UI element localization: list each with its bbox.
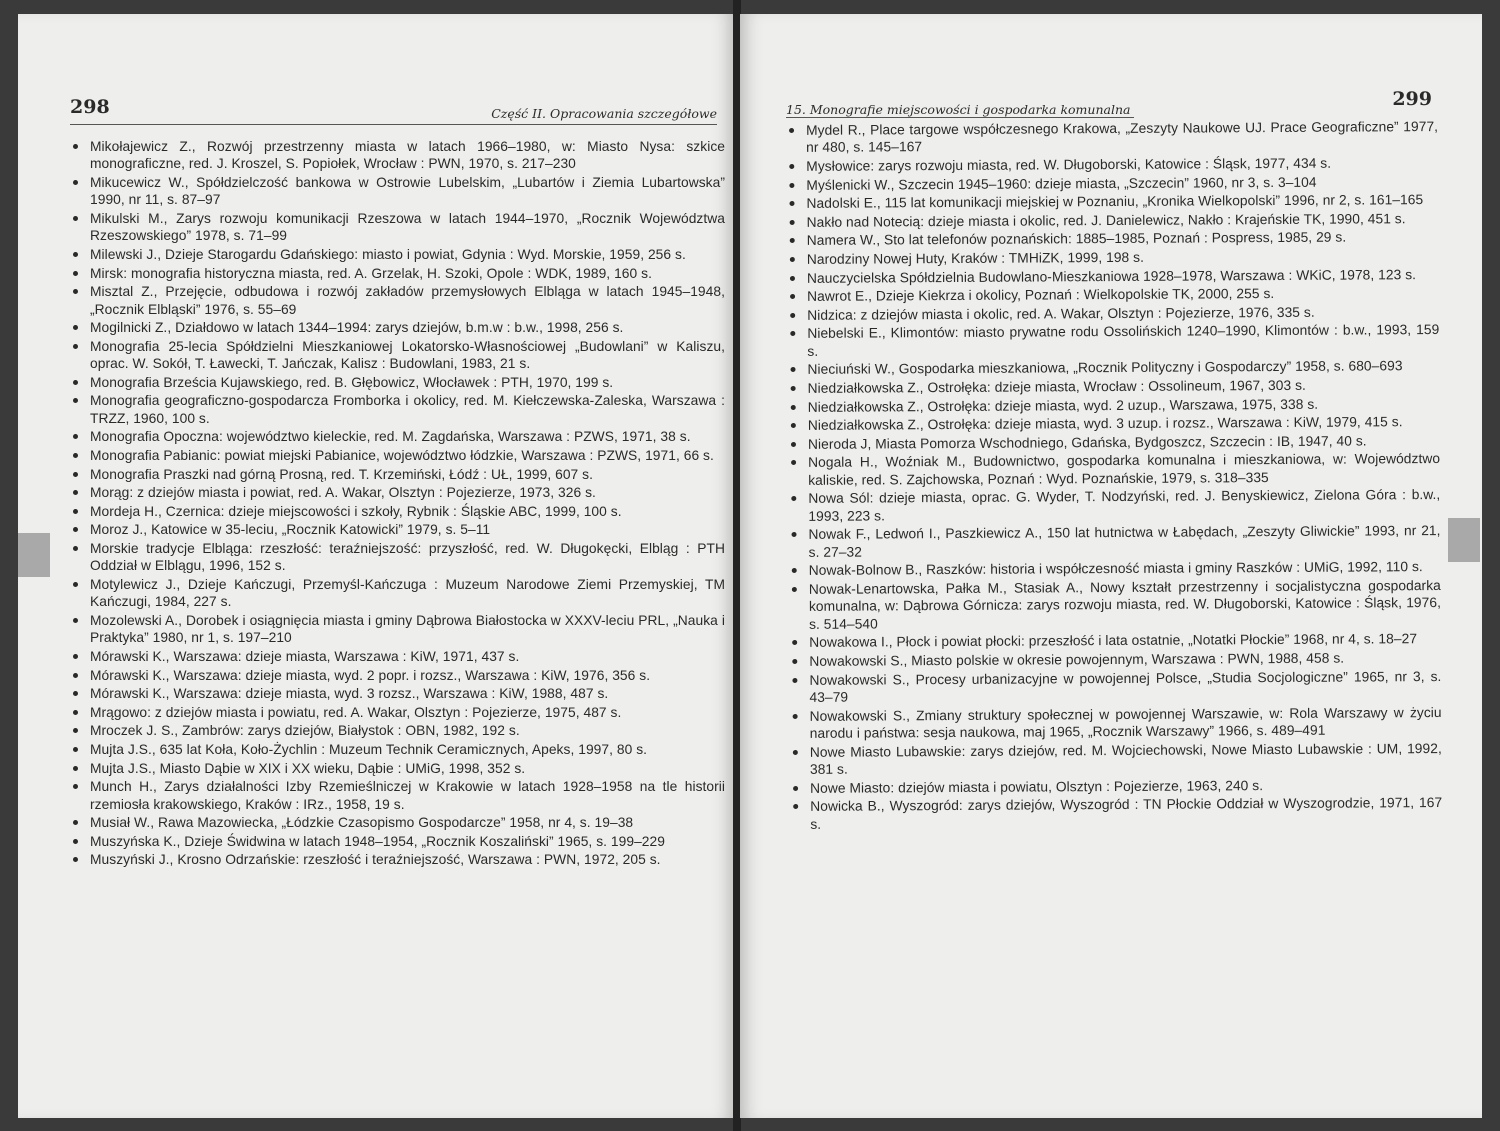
entry-text: Nauczycielska Spółdzielnia Budowlano-Mieszkaniowa 1928–1978, Warszawa : WKiC, 1978, 123 s. bbox=[806, 266, 1417, 286]
entry-text: Munch H., Zarys działalności Izby Rzemieślniczej w Krakowie w latach 1928–1958 na tle historii rzemiosła krakowskiego, Kraków : IRz., 1958, 19 s. bbox=[90, 779, 725, 812]
entry-text: Mórawski K., Warszawa: dzieje miasta, wyd. 3 rozsz., Warszawa : KiW, 1988, 487 s. bbox=[90, 686, 609, 702]
thumb-index-marker bbox=[18, 533, 50, 577]
bibliography-entry bbox=[790, 794, 1442, 833]
entry-text: Nowa Sól: dzieje miasta, oprac. G. Wyder, T. Nodzyński, red. J. Benyskiewicz, Zielona Góra : b.w., 1993, 223 s. bbox=[808, 487, 1441, 524]
entry-text: Mirsk: monografia historyczna miasta, red. A. Grzelak, H. Szoki, Opole : WDK, 1989, 160 s. bbox=[90, 265, 652, 281]
page-number: 299 bbox=[1392, 88, 1432, 110]
bibliography-entry bbox=[790, 776, 1442, 797]
entry-text: Mikucewicz W., Spółdzielczość bankowa w Ostrowie Lubelskim, „Lubartów i Ziemia Lubartowska” 1990, nr 11, s. 87–97 bbox=[90, 175, 725, 208]
entry-text: Monografia Brześcia Kujawskiego, red. B. Głębowicz, Włocławek : PTH, 1970, 199 s. bbox=[90, 374, 614, 390]
bullet-icon bbox=[790, 257, 795, 262]
bullet-icon bbox=[73, 728, 78, 733]
entry-text: Niedziałkowska Z., Ostrołęka: dzieje miasta, Wrocław : Ossolineum, 1967, 303 s. bbox=[807, 377, 1306, 396]
bibliography-entry bbox=[70, 210, 725, 245]
entry-text: Mordeja H., Czernica: dzieje miejscowości i szkoły, Rybnik : Śląskie ABC, 1999, 100 s. bbox=[90, 503, 622, 519]
bullet-icon bbox=[73, 820, 78, 825]
bullet-icon bbox=[792, 677, 797, 682]
bibliography-entry bbox=[70, 704, 725, 721]
entry-text: Monografia geograficzno-gospodarcza Fromborka i okolicy, red. M. Kiełczewska-Zaleska, Warszawa : TRZZ, 1960, 100 s. bbox=[90, 393, 725, 426]
bibliography-entry bbox=[786, 173, 1438, 194]
bullet-icon bbox=[792, 640, 797, 645]
bullet-icon bbox=[791, 460, 796, 465]
bibliography-entry bbox=[788, 376, 1440, 397]
bibliography-entry bbox=[788, 413, 1440, 434]
entry-text: Nowakowski S., Procesy urbanizacyjne w powojennej Polsce, „Studia Socjologiczne” 1965, nr 3, s. 43–79 bbox=[809, 668, 1442, 705]
bibliography-entry bbox=[788, 450, 1440, 489]
bibliography-entry bbox=[70, 814, 725, 831]
entry-text: Mroczek J. S., Zambrów: zarys dziejów, Białystok : OBN, 1982, 192 s. bbox=[90, 723, 520, 739]
bullet-icon bbox=[790, 294, 795, 299]
bibliography-entry bbox=[787, 357, 1439, 378]
entry-text: Nidzica: z dziejów miasta i okolic, red. A. Wakar, Olsztyn : Pojezierze, 1976, 335 s. bbox=[807, 304, 1315, 323]
bibliography-entry bbox=[789, 668, 1441, 707]
bullet-icon bbox=[793, 804, 798, 809]
bullet-icon bbox=[791, 423, 796, 428]
bullet-icon bbox=[73, 398, 78, 403]
entry-text: Misztal Z., Przejęcie, odbudowa i rozwój zakładów przemysłowych Elbląga w latach 1945–1948, „Rocznik Elbląski” 1976, s. 55–69 bbox=[90, 284, 725, 317]
bullet-icon bbox=[792, 532, 797, 537]
bullet-icon bbox=[793, 749, 798, 754]
bullet-icon bbox=[73, 180, 78, 185]
entry-text: Namera W., Sto lat telefonów poznańskich: 1885–1985, Poznań : Pospress, 1985, 29 s. bbox=[806, 229, 1347, 249]
entry-text: Nowakowski S., Miasto polskie w okresie powojennym, Warszawa : PWN, 1988, 458 s. bbox=[809, 650, 1345, 669]
bibliography-entry bbox=[70, 851, 725, 868]
bibliography-entry bbox=[790, 740, 1442, 779]
bullet-icon bbox=[73, 380, 78, 385]
entry-text: Narodziny Nowej Huty, Kraków : TMHiZK, 1999, 198 s. bbox=[806, 249, 1145, 267]
bullet-icon bbox=[792, 587, 797, 592]
bibliography-entry bbox=[70, 319, 725, 336]
entry-text: Nowe Miasto: dziejów miasta i powiatu, Olsztyn : Pojezierze, 1963, 240 s. bbox=[810, 777, 1264, 796]
bibliography-list bbox=[70, 138, 725, 870]
bullet-icon bbox=[73, 325, 78, 330]
entry-text: Monografia Praszki nad górną Prosną, red. T. Krzemiński, Łódź : UŁ, 1999, 607 s. bbox=[90, 466, 593, 482]
bibliography-entry bbox=[790, 704, 1442, 743]
entry-text: Nieroda J, Miasta Pomorza Wschodniego, Gdańska, Bydgoszcz, Szczecin : IB, 1947, 40 s. bbox=[807, 433, 1367, 452]
bibliography-entry bbox=[70, 447, 725, 464]
bibliography-entry bbox=[70, 833, 725, 850]
entry-text: Mysłowice: zarys rozwoju miasta, red. W. Długoborski, Katowice : Śląsk, 1977, 434 s. bbox=[806, 155, 1332, 174]
entry-text: Nakło nad Notecią: dzieje miasta i okolic, red. J. Danielewicz, Nakło : Krajeńskie TK, 1990, 451 s. bbox=[806, 210, 1406, 230]
bibliography-entry bbox=[787, 303, 1439, 324]
bullet-icon bbox=[73, 252, 78, 257]
entry-text: Nowak F., Ledwoń I., Paszkiewicz A., 150 lat hutnictwa w Łabędach, „Zeszyty Gliwickie” 1993, nr 21, s. 27–32 bbox=[808, 523, 1441, 560]
bullet-icon bbox=[73, 582, 78, 587]
left-page bbox=[18, 14, 734, 1118]
bullet-icon bbox=[790, 313, 795, 318]
bibliography-entry bbox=[70, 428, 725, 445]
entry-text: Niedziałkowska Z., Ostrołęka: dzieje miasta, wyd. 2 uzup., Warszawa, 1975, 338 s. bbox=[807, 396, 1319, 415]
entry-text: Mujta J.S., 635 lat Koła, Koło-Żychlin : Muzeum Technik Ceramicznych, Apeks, 1997, 80 s. bbox=[90, 741, 648, 757]
thumb-index-marker bbox=[1448, 518, 1480, 562]
bullet-icon bbox=[789, 183, 794, 188]
bullet-icon bbox=[793, 785, 798, 790]
entry-text: Nogala H., Woźniak M., Budownictwo, gospodarka komunalna i mieszkaniowa, w: Województwo kaliskie, red. S. Zajchowska, Poznań : Wyd. Poznańskie, 1979, s. 318–335 bbox=[808, 451, 1441, 488]
running-head: Część II. Opracowania szczegółowe bbox=[491, 106, 717, 121]
bullet-icon bbox=[789, 128, 794, 133]
bullet-icon bbox=[73, 546, 78, 551]
bullet-icon bbox=[793, 713, 798, 718]
bibliography-entry bbox=[70, 503, 725, 520]
bullet-icon bbox=[790, 220, 795, 225]
bibliography-entry bbox=[70, 576, 725, 611]
bibliography-entry bbox=[786, 118, 1438, 157]
entry-text: Mórawski K., Warszawa: dzieje miasta, wyd. 2 popr. i rozsz., Warszawa : KiW, 1976, 356 s. bbox=[90, 667, 651, 683]
bibliography-entry bbox=[787, 210, 1439, 231]
entry-text: Niebelski E., Klimontów: miasto prywatne rodu Ossolińskich 1240–1990, Klimontów : b.w., 1993, 159 s. bbox=[807, 322, 1440, 359]
entry-text: Milewski J., Dzieje Starogardu Gdańskiego: miasto i powiat, Gdynia : Wyd. Morskie, 1959, 256 s. bbox=[90, 247, 686, 262]
page-number: 298 bbox=[70, 96, 110, 118]
bullet-icon bbox=[789, 201, 794, 206]
bullet-icon bbox=[73, 710, 78, 715]
bibliography-entry bbox=[789, 558, 1441, 579]
bibliography-entry bbox=[70, 374, 725, 391]
bullet-icon bbox=[73, 472, 78, 477]
entry-text: Nadolski E., 115 lat komunikacji miejskiej w Poznaniu, „Kronika Wielkopolski” 1996, nr 2, s. 161–165 bbox=[806, 192, 1424, 212]
bibliography-entry bbox=[70, 484, 725, 501]
entry-text: Nowicka B., Wyszogród: zarys dziejów, Wyszogród : TN Płockie Oddział w Wyszogrodzie, 1971, 167 s. bbox=[810, 795, 1443, 832]
bibliography-entry bbox=[70, 392, 725, 427]
left-page-header bbox=[70, 94, 717, 125]
bibliography-entry bbox=[70, 540, 725, 575]
bibliography-entry bbox=[70, 722, 725, 739]
bullet-icon bbox=[73, 509, 78, 514]
bibliography-entry bbox=[787, 284, 1439, 305]
entry-text: Monografia Pabianic: powiat miejski Pabianice, województwo łódzkie, Warszawa : PZWS, 1971, 66 s. bbox=[90, 447, 714, 463]
bullet-icon bbox=[73, 527, 78, 532]
entry-text: Mórawski K., Warszawa: dzieje miasta, Warszawa : KiW, 1971, 437 s. bbox=[90, 648, 520, 664]
entry-text: Muszyński J., Krosno Odrzańskie: rzeszłość i teraźniejszość, Warszawa : PWN, 1972, 205 s. bbox=[90, 852, 661, 868]
bullet-icon bbox=[73, 144, 78, 149]
entry-text: Monografia Opoczna: województwo kieleckie, red. M. Zagdańska, Warszawa : PZWS, 1971, 38 s. bbox=[90, 429, 691, 445]
bibliography-entry bbox=[70, 760, 725, 777]
bullet-icon bbox=[791, 386, 796, 391]
bullet-icon bbox=[73, 271, 78, 276]
bibliography-entry bbox=[70, 521, 725, 538]
bibliography-entry bbox=[789, 577, 1441, 633]
bullet-icon bbox=[73, 216, 78, 221]
bibliography-entry bbox=[787, 266, 1439, 287]
entry-text: Niedziałkowska Z., Ostrołęka: dzieje miasta, wyd. 3 uzup. i rozsz., Warszawa : KiW, 1979, 415 s. bbox=[807, 414, 1403, 433]
bibliography-entry bbox=[70, 612, 725, 647]
bullet-icon bbox=[73, 490, 78, 495]
bibliography-entry bbox=[70, 138, 725, 173]
entry-text: Nieciuński W., Gospodarka mieszkaniowa, „Rocznik Polityczny i Gospodarczy” 1958, s. 680–693 bbox=[807, 358, 1403, 378]
bibliography-entry bbox=[70, 466, 725, 483]
entry-text: Nowakowa I., Płock i powiat płocki: przeszłość i lata ostatnie, „Notatki Płockie” 1968, nr 4, s. 18–27 bbox=[809, 631, 1418, 651]
entry-text: Nowe Miasto Lubawskie: zarys dziejów, red. M. Wojciechowski, Nowe Miasto Lubawskie : UM, 1992, 381 s. bbox=[809, 740, 1442, 777]
bullet-icon bbox=[73, 434, 78, 439]
entry-text: Mujta J.S., Miasto Dąbie w XIX i XX wieku, Dąbie : UMiG, 1998, 352 s. bbox=[90, 760, 526, 776]
bullet-icon bbox=[73, 654, 78, 659]
entry-text: Morskie tradycje Elbląga: rzeszłość: teraźniejszość: przyszłość, red. W. Długokęcki, Elbląg : PTH Oddział w Elblągu, 1996, 152 s. bbox=[90, 540, 725, 574]
entry-text: Mydel R., Place targowe współczesnego Krakowa, „Zeszyty Naukowe UJ. Prace Geograficzne” 1977, nr 480, s. 145–167 bbox=[806, 119, 1439, 156]
running-head: 15. Monografie miejscowości i gospodarka komunalna bbox=[786, 102, 1134, 118]
bullet-icon bbox=[792, 568, 797, 573]
bullet-icon bbox=[791, 496, 796, 501]
entry-text: Muszyńska K., Dzieje Świdwina w latach 1948–1954, „Rocznik Koszaliński” 1965, s. 199–229 bbox=[90, 833, 665, 849]
bullet-icon bbox=[789, 164, 794, 169]
entry-text: Nawrot E., Dzieje Kiekrza i okolicy, Poznań : Wielkopolskie TK, 2000, 255 s. bbox=[807, 286, 1275, 305]
bibliography-entry bbox=[787, 321, 1439, 360]
bullet-icon bbox=[791, 404, 796, 409]
entry-text: Musiał W., Rawa Mazowiecka, „Łódzkie Czasopismo Gospodarcze” 1958, nr 4, s. 19–38 bbox=[90, 815, 634, 831]
right-page bbox=[740, 14, 1482, 1118]
bibliography-list bbox=[786, 118, 1442, 834]
bibliography-entry bbox=[70, 246, 725, 263]
entry-text: Nowakowski S., Zmiany struktury społecznej w powojennej Warszawie, w: Rola Warszawy w życiu narodu i państwa: sesja naukowa, maj 1965, „Rocznik Warszawy” 1966, s. 489–491 bbox=[809, 704, 1442, 741]
entry-text: Nowak-Lenartowska, Pałka M., Stasiak A., Nowy kształt przestrzenny i socjalistyczna gospodarka komunalna, w: Dąbrowa Górnicza: zarys rozwoju miasta, red. W. Długoborski, Katowice : Śląsk, 1976, s. 514–540 bbox=[808, 577, 1441, 632]
bullet-icon bbox=[792, 659, 797, 664]
entry-text: Mikołajewicz Z., Rozwój przestrzenny miasta w latach 1966–1980, w: Miasto Nysa: szkice monograficzne, red. J. Kroszel, S. Popiołek, Wrocław : PWN, 1970, s. 217–230 bbox=[90, 139, 725, 172]
bibliography-entry bbox=[788, 395, 1440, 416]
bullet-icon bbox=[73, 747, 78, 752]
bibliography-entry bbox=[70, 741, 725, 758]
entry-text: Mrągowo: z dziejów miasta i powiatu, red. A. Wakar, Olsztyn : Pojezierze, 1975, 487 s. bbox=[90, 704, 622, 720]
bibliography-entry bbox=[70, 648, 725, 665]
bibliography-entry bbox=[789, 630, 1441, 651]
bibliography-entry bbox=[787, 228, 1439, 249]
entry-text: Mogilnicki Z., Działdowo w latach 1344–1994: zarys dziejów, b.m.w : b.w., 1998, 256 s. bbox=[90, 320, 624, 336]
entry-text: Mikulski M., Zarys rozwoju komunikacji Rzeszowa w latach 1944–1970, „Rocznik Województwa Rzeszowskiego” 1978, s. 71–99 bbox=[90, 211, 725, 244]
bibliography-entry bbox=[70, 338, 725, 373]
bullet-icon bbox=[790, 276, 795, 281]
entry-text: Mozolewski A., Dorobek i osiągnięcia miasta i gminy Dąbrowa Białostocka w XXXV-leciu PRL, „Nauka i Praktyka” 1980, nr 1, s. 197–210 bbox=[90, 612, 725, 646]
bullet-icon bbox=[790, 331, 795, 336]
bibliography-entry bbox=[70, 265, 725, 282]
bullet-icon bbox=[790, 367, 795, 372]
bibliography-entry bbox=[70, 685, 725, 702]
entry-text: Nowak-Bolnow B., Raszków: historia i współczesność miasta i gminy Raszków : UMiG, 1992, 110 s. bbox=[808, 559, 1423, 579]
bullet-icon bbox=[73, 766, 78, 771]
entry-text: Myślenicki W., Szczecin 1945–1960: dzieje miasta, „Szczecin” 1960, nr 3, s. 3–104 bbox=[806, 174, 1317, 193]
entry-text: Morąg: z dziejów miasta i powiat, red. A. Wakar, Olsztyn : Pojezierze, 1973, 326 s. bbox=[90, 485, 596, 501]
bibliography-entry bbox=[70, 283, 725, 318]
bullet-icon bbox=[790, 238, 795, 243]
bullet-icon bbox=[73, 289, 78, 294]
bullet-icon bbox=[73, 344, 78, 349]
bibliography-entry bbox=[787, 247, 1439, 268]
bullet-icon bbox=[73, 618, 78, 623]
bibliography-entry bbox=[786, 191, 1438, 212]
bullet-icon bbox=[791, 442, 796, 447]
bullet-icon bbox=[73, 857, 78, 862]
bibliography-entry bbox=[788, 486, 1440, 525]
entry-text: Moroz J., Katowice w 35-leciu, „Rocznik Katowicki” 1979, s. 5–11 bbox=[90, 522, 491, 538]
bibliography-entry bbox=[70, 667, 725, 684]
bibliography-entry bbox=[70, 778, 725, 813]
bibliography-entry bbox=[788, 522, 1440, 561]
bibliography-entry bbox=[70, 174, 725, 209]
bibliography-entry bbox=[786, 154, 1438, 175]
bullet-icon bbox=[73, 691, 78, 696]
bullet-icon bbox=[73, 839, 78, 844]
entry-text: Monografia 25-lecia Spółdzielni Mieszkaniowej Lokatorsko-Własnościowej „Budowlani” w Kaliszu, oprac. W. Sokół, T. Ławecki, T. Jańczak, Kalisz : Budowlani, 1983, 21 s. bbox=[90, 338, 725, 372]
bibliography-entry bbox=[789, 649, 1441, 670]
bullet-icon bbox=[73, 784, 78, 789]
bullet-icon bbox=[73, 673, 78, 678]
bibliography-entry bbox=[788, 432, 1440, 453]
bullet-icon bbox=[73, 453, 78, 458]
entry-text: Motylewicz J., Dzieje Kańczugi, Przemyśl-Kańczuga : Muzeum Narodowe Ziemi Przemyskiej, TM Kańczugi, 1984, 227 s. bbox=[90, 576, 725, 610]
